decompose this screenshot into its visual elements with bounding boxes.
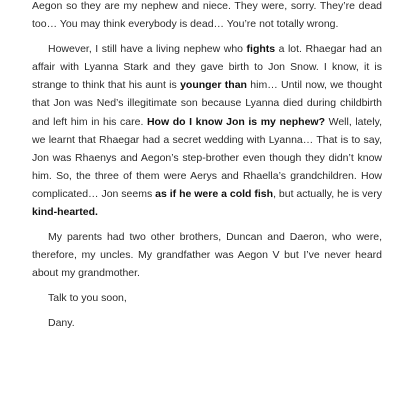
text-run: Aegon so they are my nephew and niece. They were, sorry. They’re dead too… You may think everybody is dead… You’re not totally wrong.: [32, 0, 382, 31]
paragraph-continuation: [32, 0, 382, 33]
text-run: Dany.: [48, 316, 75, 329]
text-run: However, I still have a living nephew who: [48, 43, 247, 56]
text-run: him… Until now, we thought that Jon was Ned’s illegitimate son because Lyanna died during childbirth and left him in his care.: [32, 79, 382, 128]
text-run: Talk to you soon,: [48, 292, 127, 305]
text-run: Well, lately, we learnt that Rhaegar had a secret wedding with Lyanna… That is to say, Jon was Rhaenys and Aegon’s step-brother even though they didn’t know him. So, the three of them were Aerys and Rhaella’s grandchildren. How complicated… Jon seems: [32, 115, 382, 200]
text-run: My parents had two other brothers, Duncan and Daeron, who were, therefore, my uncles. My grandfather was Aegon V but I’ve never heard about my grandmother.: [32, 231, 382, 280]
letter-body: [32, 0, 382, 338]
paragraph-uncles: [32, 228, 382, 282]
paragraph-nephew: [32, 40, 382, 221]
text-run: , but actually, he is very: [273, 187, 383, 200]
bold-text: kind-hearted.: [32, 206, 98, 219]
bold-text: fights: [246, 43, 276, 56]
bold-text: younger than: [180, 79, 247, 92]
bold-text: How do I know Jon is my nephew?: [146, 115, 325, 128]
bold-text: as if he were a cold fish: [155, 187, 274, 200]
closing-line: [32, 289, 382, 307]
text-run: a lot. Rhaegar had an affair with Lyanna Stark and they gave birth to Jon Snow. I know, it is strange to think that his aunt is: [32, 43, 382, 92]
signature: [32, 314, 382, 332]
